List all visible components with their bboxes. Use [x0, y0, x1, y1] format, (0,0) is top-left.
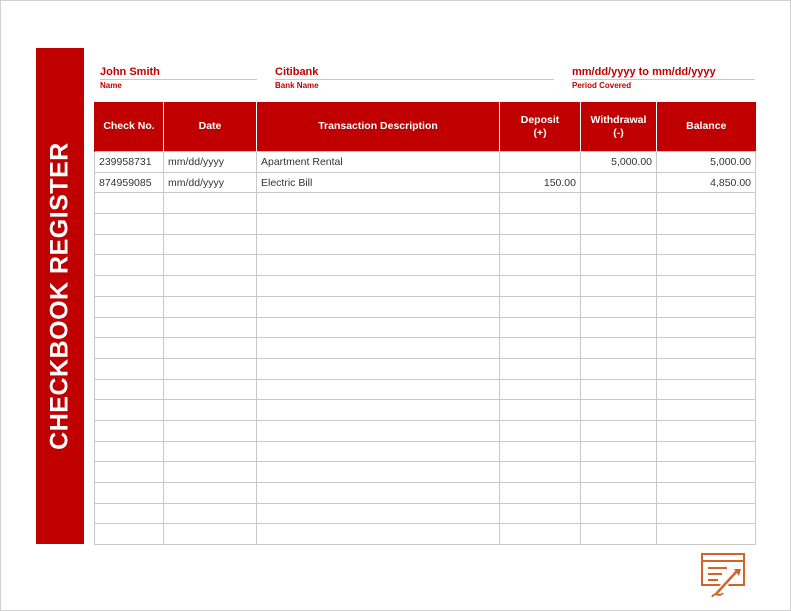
- cell-balance[interactable]: [657, 296, 756, 317]
- cell-withdrawal[interactable]: [581, 379, 657, 400]
- table-row: [95, 193, 756, 214]
- cell-deposit[interactable]: [500, 234, 581, 255]
- cell-check-no[interactable]: [95, 193, 164, 214]
- cell-deposit[interactable]: [500, 420, 581, 441]
- cell-withdrawal[interactable]: [581, 234, 657, 255]
- cell-withdrawal[interactable]: [581, 193, 657, 214]
- cell-deposit[interactable]: [500, 400, 581, 421]
- cell-deposit[interactable]: [500, 338, 581, 359]
- cell-balance[interactable]: [657, 441, 756, 462]
- cell-deposit[interactable]: [500, 483, 581, 504]
- header-balance: Balance: [657, 102, 756, 152]
- cell-balance[interactable]: [657, 503, 756, 524]
- table-row: [95, 441, 756, 462]
- cell-balance[interactable]: [657, 234, 756, 255]
- cell-check-no[interactable]: 239958731: [95, 152, 164, 173]
- cell-withdrawal[interactable]: [581, 358, 657, 379]
- cell-date[interactable]: [164, 441, 257, 462]
- cell-deposit[interactable]: [500, 524, 581, 545]
- cell-withdrawal[interactable]: [581, 441, 657, 462]
- table-row: [95, 234, 756, 255]
- cell-deposit[interactable]: [500, 503, 581, 524]
- table-row: [95, 296, 756, 317]
- cell-date[interactable]: [164, 379, 257, 400]
- cell-description[interactable]: [257, 214, 500, 235]
- header-withdrawal-sign: (-): [613, 126, 624, 139]
- cell-date[interactable]: [164, 483, 257, 504]
- cell-balance[interactable]: [657, 462, 756, 483]
- cell-description[interactable]: [257, 420, 500, 441]
- cell-balance[interactable]: [657, 483, 756, 504]
- table-row: [95, 400, 756, 421]
- cell-description[interactable]: [257, 296, 500, 317]
- cell-withdrawal[interactable]: [581, 296, 657, 317]
- cell-balance[interactable]: [657, 255, 756, 276]
- register-table: [94, 102, 756, 545]
- cell-deposit[interactable]: [500, 462, 581, 483]
- cell-description[interactable]: [257, 462, 500, 483]
- cell-description[interactable]: [257, 338, 500, 359]
- table-row: [95, 317, 756, 338]
- cell-date[interactable]: [164, 503, 257, 524]
- cell-description[interactable]: [257, 441, 500, 462]
- cell-check-no[interactable]: [95, 379, 164, 400]
- cell-withdrawal[interactable]: [581, 400, 657, 421]
- cell-check-no[interactable]: [95, 214, 164, 235]
- cell-date[interactable]: [164, 296, 257, 317]
- bank-name-field[interactable]: [275, 66, 554, 90]
- cell-description[interactable]: [257, 358, 500, 379]
- cell-withdrawal[interactable]: [581, 462, 657, 483]
- cell-deposit[interactable]: [500, 379, 581, 400]
- name-value[interactable]: John Smith: [100, 66, 257, 80]
- cell-check-no[interactable]: [95, 441, 164, 462]
- cell-date[interactable]: [164, 317, 257, 338]
- table-row: [95, 358, 756, 379]
- table-row: [95, 462, 756, 483]
- cell-check-no[interactable]: [95, 276, 164, 297]
- header-date: Date: [164, 102, 257, 152]
- cell-date[interactable]: [164, 358, 257, 379]
- header-deposit: [500, 102, 581, 152]
- cell-description[interactable]: [257, 379, 500, 400]
- header-withdrawal-label: Withdrawal: [590, 113, 647, 126]
- cell-withdrawal[interactable]: [581, 420, 657, 441]
- header-withdrawal: [581, 102, 657, 152]
- table-row: [95, 255, 756, 276]
- cell-balance[interactable]: [657, 338, 756, 359]
- cell-balance[interactable]: [657, 214, 756, 235]
- cell-check-no[interactable]: [95, 524, 164, 545]
- cell-description[interactable]: [257, 255, 500, 276]
- table-row: [95, 524, 756, 545]
- cell-description[interactable]: [257, 193, 500, 214]
- cell-deposit[interactable]: [500, 214, 581, 235]
- cell-check-no[interactable]: [95, 234, 164, 255]
- cell-description[interactable]: [257, 524, 500, 545]
- table-row: [95, 338, 756, 359]
- table-row: [95, 172, 756, 193]
- cell-date[interactable]: [164, 214, 257, 235]
- cell-check-no[interactable]: [95, 483, 164, 504]
- table-header-row: [95, 102, 756, 152]
- cell-check-no[interactable]: [95, 317, 164, 338]
- cell-date[interactable]: [164, 420, 257, 441]
- cell-balance[interactable]: [657, 358, 756, 379]
- period-covered-value[interactable]: mm/dd/yyyy to mm/dd/yyyy: [572, 66, 755, 80]
- cell-check-no[interactable]: [95, 420, 164, 441]
- bank-name-caption: Bank Name: [275, 81, 319, 90]
- cell-withdrawal[interactable]: [581, 483, 657, 504]
- header-deposit-sign: (+): [533, 126, 547, 139]
- header-check-no: Check No.: [95, 102, 164, 152]
- cell-date[interactable]: mm/dd/yyyy: [164, 152, 257, 173]
- cell-date[interactable]: [164, 234, 257, 255]
- cell-balance[interactable]: [657, 379, 756, 400]
- cell-withdrawal[interactable]: [581, 172, 657, 193]
- cell-deposit[interactable]: [500, 255, 581, 276]
- cell-description[interactable]: [257, 276, 500, 297]
- cell-deposit[interactable]: [500, 317, 581, 338]
- cell-withdrawal[interactable]: [581, 276, 657, 297]
- cell-check-no[interactable]: [95, 358, 164, 379]
- cell-description[interactable]: [257, 483, 500, 504]
- cell-description[interactable]: [257, 317, 500, 338]
- table-row: [95, 420, 756, 441]
- period-covered-field[interactable]: [572, 66, 755, 90]
- cell-balance[interactable]: [657, 276, 756, 297]
- cell-deposit[interactable]: [500, 193, 581, 214]
- bank-name-value[interactable]: Citibank: [275, 66, 554, 80]
- cell-balance[interactable]: [657, 193, 756, 214]
- cell-description[interactable]: [257, 400, 500, 421]
- header-description: Transaction Description: [257, 102, 500, 152]
- register-title: CHECKBOOK REGISTER: [45, 142, 74, 450]
- header-deposit-label: Deposit: [520, 113, 560, 126]
- cell-deposit[interactable]: [500, 296, 581, 317]
- cell-date[interactable]: [164, 338, 257, 359]
- cell-check-no[interactable]: [95, 462, 164, 483]
- cell-description[interactable]: Apartment Rental: [257, 152, 500, 173]
- cell-balance[interactable]: [657, 317, 756, 338]
- cell-date[interactable]: [164, 462, 257, 483]
- table-row: [95, 503, 756, 524]
- cell-date[interactable]: [164, 400, 257, 421]
- cell-date[interactable]: [164, 276, 257, 297]
- table-row: [95, 214, 756, 235]
- cell-date[interactable]: [164, 193, 257, 214]
- cell-balance[interactable]: [657, 524, 756, 545]
- cell-withdrawal[interactable]: [581, 338, 657, 359]
- cell-withdrawal[interactable]: [581, 317, 657, 338]
- cell-balance[interactable]: [657, 420, 756, 441]
- table-row: [95, 379, 756, 400]
- cell-date[interactable]: mm/dd/yyyy: [164, 172, 257, 193]
- table-row: [95, 152, 756, 173]
- cell-deposit[interactable]: [500, 152, 581, 173]
- cell-check-no[interactable]: [95, 296, 164, 317]
- cell-balance[interactable]: 4,850.00: [657, 172, 756, 193]
- name-field[interactable]: [100, 66, 257, 90]
- cell-deposit[interactable]: 150.00: [500, 172, 581, 193]
- cell-description[interactable]: Electric Bill: [257, 172, 500, 193]
- period-covered-caption: Period Covered: [572, 81, 632, 90]
- cell-balance[interactable]: 5,000.00: [657, 152, 756, 173]
- cell-deposit[interactable]: [500, 358, 581, 379]
- cell-description[interactable]: [257, 503, 500, 524]
- cell-withdrawal[interactable]: [581, 524, 657, 545]
- cell-check-no[interactable]: 874959085: [95, 172, 164, 193]
- name-caption: Name: [100, 81, 122, 90]
- cell-withdrawal[interactable]: [581, 214, 657, 235]
- cell-date[interactable]: [164, 524, 257, 545]
- cell-withdrawal[interactable]: [581, 503, 657, 524]
- check-signing-icon: [700, 551, 748, 599]
- cell-withdrawal[interactable]: 5,000.00: [581, 152, 657, 173]
- cell-deposit[interactable]: [500, 441, 581, 462]
- cell-check-no[interactable]: [95, 255, 164, 276]
- cell-description[interactable]: [257, 234, 500, 255]
- table-row: [95, 276, 756, 297]
- cell-deposit[interactable]: [500, 276, 581, 297]
- cell-withdrawal[interactable]: [581, 255, 657, 276]
- cell-check-no[interactable]: [95, 503, 164, 524]
- cell-date[interactable]: [164, 255, 257, 276]
- table-row: [95, 483, 756, 504]
- cell-check-no[interactable]: [95, 400, 164, 421]
- cell-balance[interactable]: [657, 400, 756, 421]
- cell-check-no[interactable]: [95, 338, 164, 359]
